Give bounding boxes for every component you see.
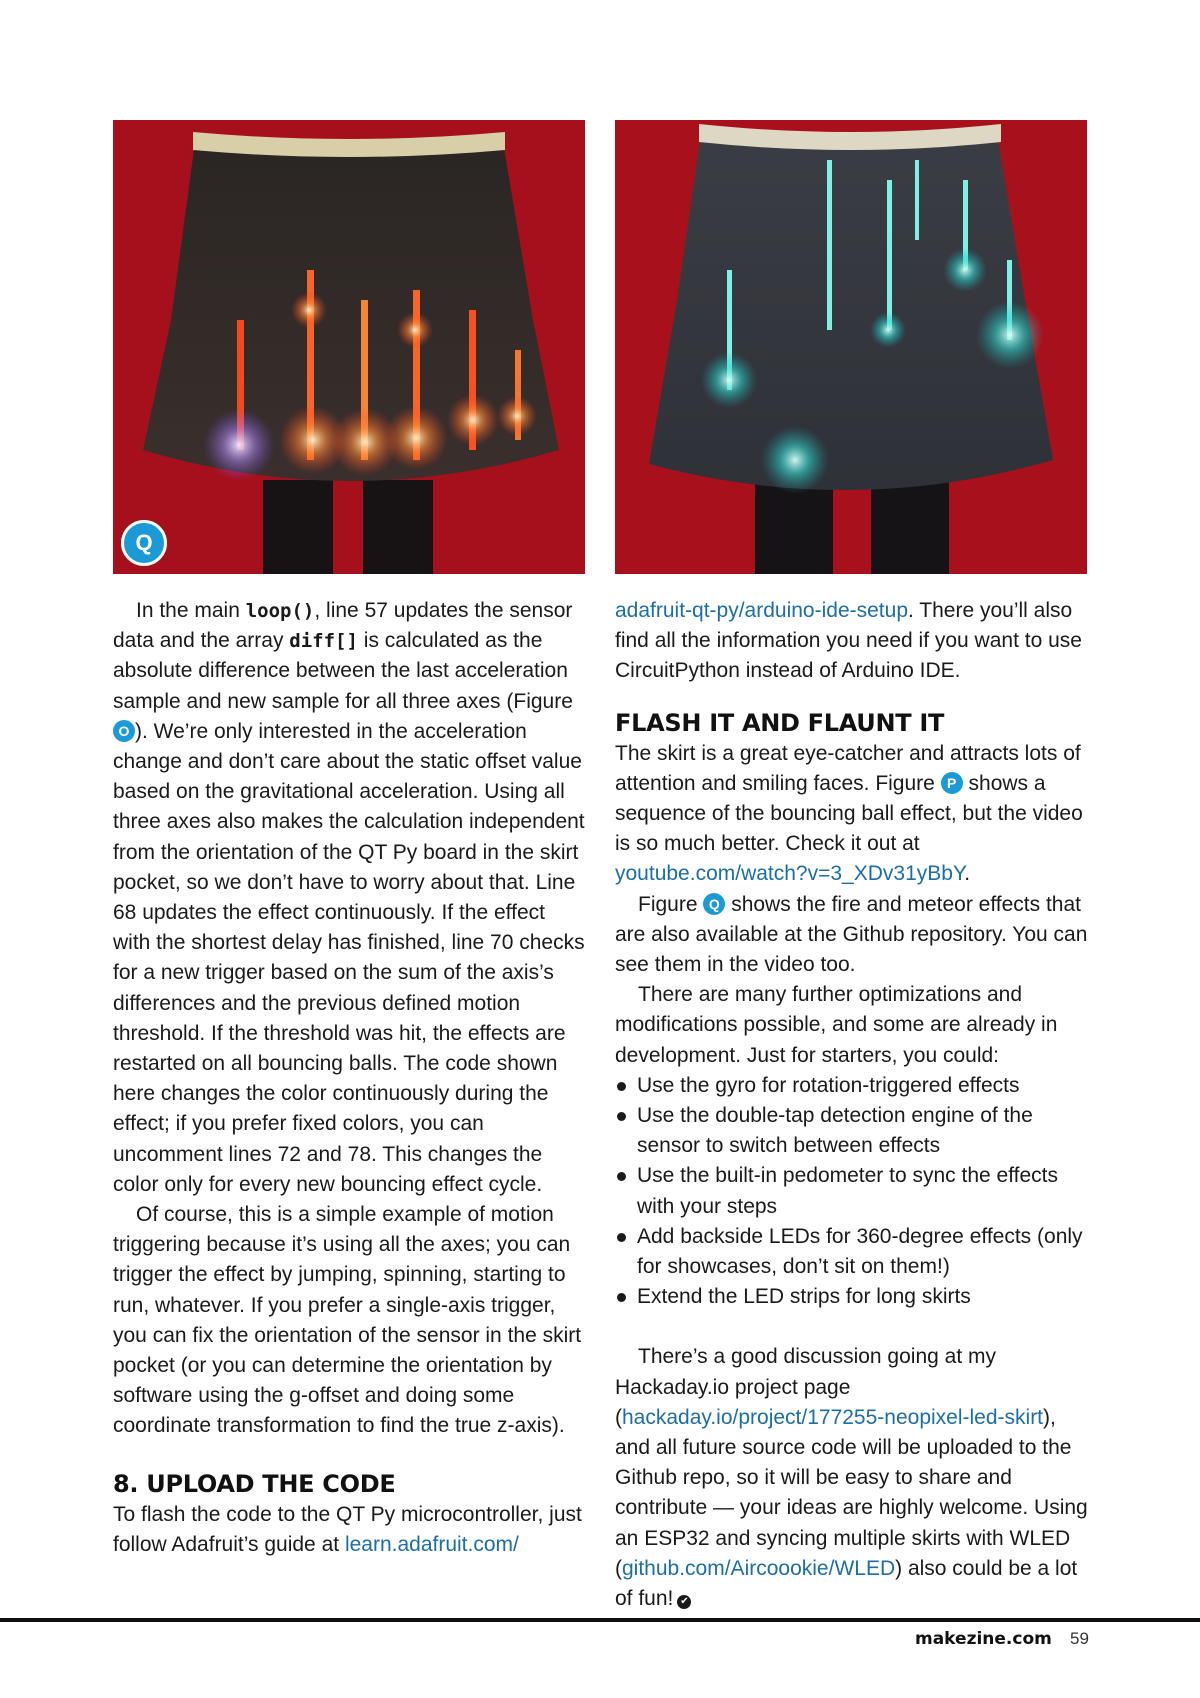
wled-github-link[interactable]: github.com/Aircoookie/WLED	[622, 1556, 896, 1580]
right-column	[615, 596, 1090, 1614]
paragraph: adafruit-qt-py/arduino-ide-setup. There you’ll also find all the information you need if you want to use CircuitPython instead of Arduino IDE.	[615, 599, 1082, 683]
fire-skirt-image	[113, 120, 585, 574]
adafruit-guide-link[interactable]: learn.adafruit.com/	[344, 1532, 519, 1556]
figure-p-badge: P	[941, 772, 963, 794]
list-item: Use the built-in pedometer to sync the effects with your steps	[615, 1161, 1090, 1221]
footer-site: makezine.com	[915, 1629, 1052, 1649]
paragraph: Of course, this is a simple example of motion triggering because it’s using all the axes; you can trigger the effect by jumping, spinning, starting to run, whatever. If you prefer a single-axis trigger, you can fix the orientation of the sensor in the skirt pocket (or you can determine the orientation by software using the g-offset and doing some coordinate transformation to find the true z-axis).	[113, 1203, 582, 1438]
figure-o-badge: O	[113, 720, 135, 742]
list-item: Extend the LED strips for long skirts	[615, 1282, 1090, 1312]
code-diff: diff[]	[289, 630, 358, 653]
spacer	[615, 1312, 1090, 1342]
list-item: Add backside LEDs for 360-degree effects (only for showcases, don’t sit on them!)	[615, 1222, 1090, 1282]
figure-badge: Q	[121, 520, 167, 566]
figure-q-photo	[113, 120, 585, 574]
paragraph: In the main loop(), line 57 updates the sensor data and the array diff[] is calculated as the absolute difference between the last acceleration sample and new sample for all three axes (Figure O ). We’re only interested in the acceleration change and don’t care about the static offset value based on the gravitational acceleration. Using all three axes also makes the calculation independent from the orientation of the QT Py board in the skirt pocket, so we don’t have to worry about that. Line 68 updates the effect continuously. If the effect with the shortest delay has finished, line 70 checks for a new trigger based on the sum of the axis’s differences and the previous defined motion threshold. If the threshold was hit, the effects are restarted on all bouncing balls. The code shown here changes the color continuously during the effect; if you prefer fixed colors, you can uncomment lines 72 and 78. This changes the color only for every new bouncing effect cycle.	[113, 599, 585, 1196]
list-item: Use the double-tap detection engine of the sensor to switch between effects	[615, 1101, 1090, 1161]
paragraph: The skirt is a great eye-catcher and attracts lots of attention and smiling faces. Figure P shows a sequence of the bouncing ball effect, but the video is so much better. Check it out at youtube.com/watch?v=3_XDv31yBbY.	[615, 741, 1083, 886]
code-loop: loop()	[245, 600, 315, 622]
paragraph: Figure Q shows the fire and meteor effects that are also available at the Github repository. You can see them in the video too.	[615, 892, 1088, 977]
left-column	[113, 596, 588, 1560]
adafruit-guide-link-cont[interactable]: adafruit-qt-py/arduino-ide-setup	[615, 599, 908, 622]
figure-q-badge: Q	[703, 893, 725, 915]
hackaday-link[interactable]: hackaday.io/project/177255-neopixel-led-skirt	[622, 1405, 1044, 1429]
meteor-skirt-image	[615, 120, 1087, 574]
bullet-list	[615, 1071, 1090, 1313]
article-end-icon: ✔	[677, 1595, 691, 1609]
youtube-link[interactable]: youtube.com/watch?v=3_XDv31yBbY	[615, 862, 965, 886]
figure-meteor-photo	[615, 120, 1087, 574]
paragraph: There’s a good discussion going at my Hackaday.io project page (hackaday.io/project/177255-neopixel-led-skirt), and all future source code will be uploaded to the Github repo, so it will be easy to share and contribute — your ideas are highly welcome. Using an ESP32 and syncing multiple skirts with WLED (github.com/Aircoookie/WLED) also could be a lot of fun! ✔	[615, 1345, 1088, 1611]
page-number: 59	[1070, 1629, 1089, 1648]
section-heading-upload: 8. UPLOAD THE CODE	[113, 1469, 396, 1498]
paragraph: There are many further optimizations and modifications possible, and some are already in development. Just for starters, you could:	[615, 983, 1058, 1067]
paragraph: To flash the code to the QT Py microcontroller, just follow Adafruit’s guide at learn.adafruit.com/	[113, 1502, 582, 1556]
footer-rule	[0, 1618, 1200, 1622]
list-item: Use the gyro for rotation-triggered effects	[615, 1071, 1090, 1101]
section-heading-flash: FLASH IT AND FLAUNT IT	[615, 708, 945, 737]
